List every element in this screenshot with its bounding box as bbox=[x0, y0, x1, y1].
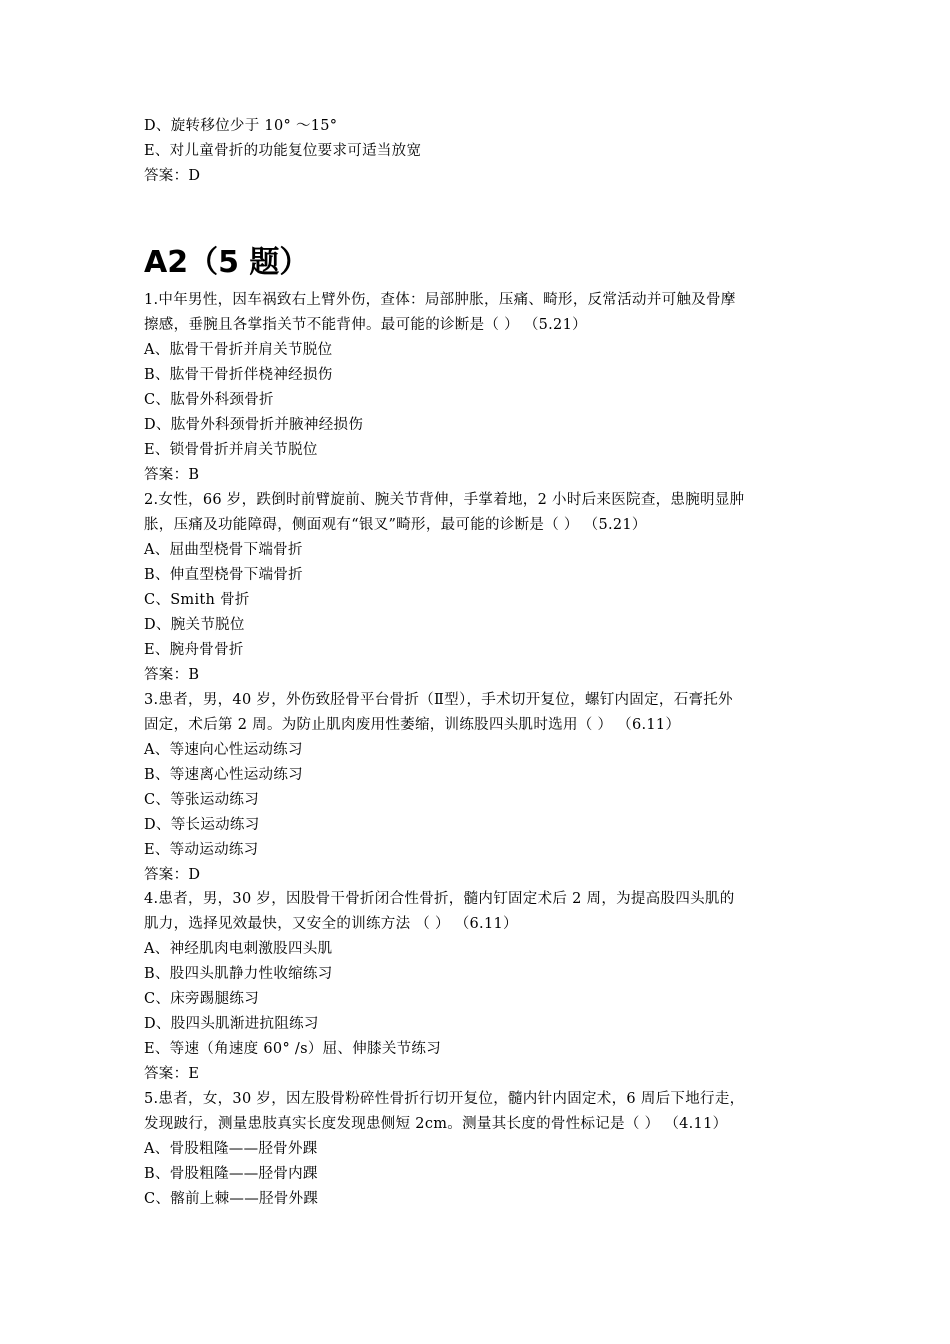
question-2-option-c: C、Smith 骨折 bbox=[144, 592, 250, 608]
question-2-stem-line2: 胀，压痛及功能障碍，侧面观有“银叉”畸形，最可能的诊断是（ ） （5.21） bbox=[144, 517, 647, 533]
question-4-option-b: B、股四头肌静力性收缩练习 bbox=[144, 966, 333, 982]
question-5-option-c: C、髂前上棘——胫骨外踝 bbox=[144, 1191, 319, 1207]
question-1-option-d: D、肱骨外科颈骨折并腋神经损伤 bbox=[144, 417, 364, 433]
question-4-option-e: E、等速（角速度 60° /s）屈、伸膝关节练习 bbox=[144, 1041, 442, 1057]
question-4-option-d: D、股四头肌渐进抗阻练习 bbox=[144, 1016, 319, 1032]
question-2-option-b: B、伸直型桡骨下端骨折 bbox=[144, 567, 303, 583]
question-4-answer: 答案：E bbox=[144, 1066, 200, 1082]
question-1-option-b: B、肱骨干骨折伴桡神经损伤 bbox=[144, 367, 333, 383]
question-1-option-c: C、肱骨外科颈骨折 bbox=[144, 392, 274, 408]
option-d-previous: D、旋转移位少于 10° ～15° bbox=[144, 118, 338, 134]
answer-previous: 答案：D bbox=[144, 168, 201, 184]
question-3-answer: 答案：D bbox=[144, 867, 201, 883]
question-5-stem-line1: 5.患者，女，30 岁，因左股骨粉碎性骨折行切开复位，髓内针内固定术，6 周后下地行走， bbox=[144, 1091, 745, 1107]
question-4-stem-line1: 4.患者，男，30 岁，因股骨干骨折闭合性骨折，髓内钉固定术后 2 周，为提高股四头肌的 bbox=[144, 891, 735, 907]
question-2-option-d: D、腕关节脱位 bbox=[144, 617, 245, 633]
question-4-option-a: A、神经肌肉电刺激股四头肌 bbox=[144, 941, 333, 957]
question-3-stem-line1: 3.患者，男，40 岁，外伤致胫骨平台骨折（Ⅱ型），手术切开复位，螺钉内固定，石膏托外 bbox=[144, 692, 733, 708]
question-1-option-e: E、锁骨骨折并肩关节脱位 bbox=[144, 442, 318, 458]
question-3-option-c: C、等张运动练习 bbox=[144, 792, 259, 808]
question-5-option-b: B、骨股粗隆——胫骨内踝 bbox=[144, 1166, 318, 1182]
question-3-option-b: B、等速离心性运动练习 bbox=[144, 767, 303, 783]
question-2-stem-line1: 2.女性，66 岁，跌倒时前臂旋前、腕关节背伸，手掌着地，2 小时后来医院查，患腕明显肿 bbox=[144, 492, 745, 508]
question-5-stem-line2: 发现跛行，测量患肢真实长度发现患侧短 2cm。测量其长度的骨性标记是（ ） （4.11） bbox=[144, 1116, 728, 1132]
question-4-stem-line2: 肌力，选择见效最快，又安全的训练方法 （ ） （6.11） bbox=[144, 916, 518, 932]
question-2-option-a: A、屈曲型桡骨下端骨折 bbox=[144, 542, 303, 558]
question-1-stem-line1: 1.中年男性，因车祸致右上臂外伤，查体：局部肿胀，压痛、畸形，反常活动并可触及骨摩 bbox=[144, 292, 736, 308]
question-1-option-a: A、肱骨干骨折并肩关节脱位 bbox=[144, 342, 333, 358]
section-title: A2（5 题） bbox=[144, 245, 310, 280]
question-1-stem-line2: 擦感，垂腕且各掌指关节不能背伸。最可能的诊断是（ ） （5.21） bbox=[144, 317, 587, 333]
question-5-option-a: A、骨股粗隆——胫骨外踝 bbox=[144, 1141, 318, 1157]
question-3-option-e: E、等动运动练习 bbox=[144, 842, 259, 858]
question-2-option-e: E、腕舟骨骨折 bbox=[144, 642, 244, 658]
question-1-answer: 答案：B bbox=[144, 467, 200, 483]
option-e-previous: E、对儿童骨折的功能复位要求可适当放宽 bbox=[144, 143, 422, 159]
question-3-option-d: D、等长运动练习 bbox=[144, 817, 260, 833]
question-3-stem-line2: 固定，术后第 2 周。为防止肌肉废用性萎缩，训练股四头肌时选用（ ） （6.11） bbox=[144, 717, 681, 733]
question-4-option-c: C、床旁踢腿练习 bbox=[144, 991, 259, 1007]
question-3-option-a: A、等速向心性运动练习 bbox=[144, 742, 303, 758]
question-2-answer: 答案：B bbox=[144, 667, 200, 683]
